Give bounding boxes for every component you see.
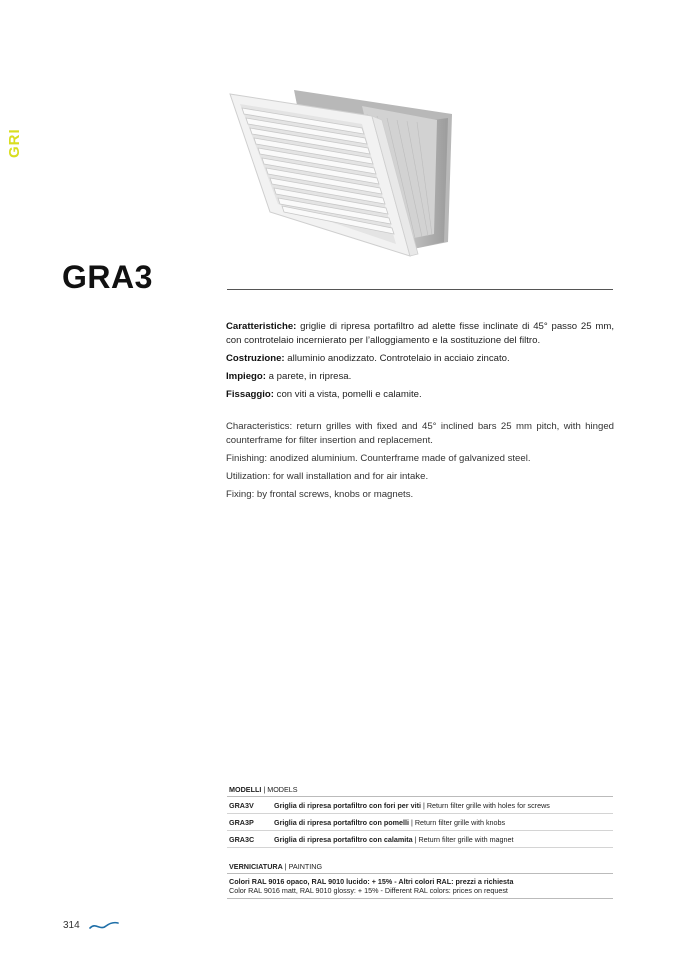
models-header-it: MODELLI: [229, 785, 262, 794]
page-number: 314: [63, 920, 80, 931]
characteristics-it-text: griglie di ripresa portafiltro ad alette fisse inclinate di 45° passo 25 mm, con controtelaio incernierato per l’alloggiamento e la sostituzione del filtro.: [226, 321, 614, 346]
painting-header: [227, 860, 613, 874]
model-desc-it: Griglia di ripresa portafiltro con pomelli: [274, 817, 409, 827]
models-header: [227, 783, 613, 797]
fixing-it-label: Fissaggio:: [226, 388, 274, 400]
utilization-en: [226, 470, 614, 484]
characteristics-it-label: Caratteristiche:: [226, 321, 297, 332]
use-it: [226, 370, 614, 384]
model-desc-en: | Return filter grille with holes for screws: [420, 800, 550, 810]
characteristics-en-label: Characteristics:: [226, 420, 293, 432]
model-row: [227, 797, 613, 814]
fixing-it: [226, 388, 614, 402]
finishing-en-label: Finishing:: [226, 452, 268, 464]
model-row: [227, 814, 613, 831]
painting-header-sep: |: [282, 862, 289, 871]
painting-section: [227, 860, 613, 899]
model-code: GRA3V: [229, 800, 254, 810]
characteristics-en: [226, 420, 614, 447]
wave-logo-icon: [89, 919, 119, 931]
characteristics-en-text: return grilles with fixed and 45° inclined bars 25 mm pitch, with hinged counterframe for filter insertion and replacement.: [226, 420, 614, 446]
models-header-sep: |: [261, 785, 268, 794]
product-title: GRA3: [62, 259, 153, 295]
model-desc-en: | Return filter grille with knobs: [409, 817, 506, 827]
use-it-label: Impiego:: [226, 370, 266, 382]
utilization-en-label: Utilization:: [226, 470, 271, 482]
characteristics-it: [226, 320, 614, 347]
fixing-en: [226, 488, 614, 502]
finishing-en-text: anodized aluminium. Counterframe made of galvanized steel.: [267, 452, 531, 464]
use-it-text: a parete, in ripresa.: [265, 370, 352, 382]
models-header-en: MODELS: [267, 785, 298, 794]
painting-line-it: Colori RAL 9016 opaco, RAL 9010 lucido: + 15% - Altri colori RAL: prezzi a richiesta: [229, 877, 514, 886]
title-divider: [227, 289, 613, 290]
fixing-it-text: con viti a vista, pomelli e calamite.: [273, 388, 422, 400]
fixing-en-label: Fixing:: [226, 488, 255, 500]
model-desc-it: Griglia di ripresa portafiltro con calamita: [274, 834, 413, 844]
utilization-en-text: for wall installation and for air intake.: [270, 470, 429, 482]
model-row: [227, 831, 613, 848]
fixing-en-text: by frontal screws, knobs or magnets.: [254, 488, 414, 500]
construction-it-label: Costruzione:: [226, 352, 285, 364]
section-tab: GRI: [6, 128, 23, 158]
model-code: GRA3P: [229, 817, 254, 827]
product-image: [222, 84, 458, 262]
model-desc-it: Griglia di ripresa portafiltro con fori per viti: [274, 800, 421, 810]
spec-tables: [227, 783, 613, 899]
model-code: GRA3C: [229, 834, 255, 844]
construction-it-text: alluminio anodizzato. Controtelaio in acciaio zincato.: [284, 352, 510, 364]
painting-line-en: Color RAL 9016 matt, RAL 9010 glossy: + 15% - Different RAL colors: prices on request: [229, 886, 508, 895]
product-description: [226, 320, 614, 506]
model-desc-en: | Return filter grille with magnet: [412, 834, 514, 844]
construction-it: [226, 352, 614, 366]
finishing-en: [226, 452, 614, 466]
painting-header-en: PAINTING: [288, 862, 323, 871]
painting-body: [227, 874, 613, 899]
painting-header-it: VERNICIATURA: [229, 862, 283, 871]
